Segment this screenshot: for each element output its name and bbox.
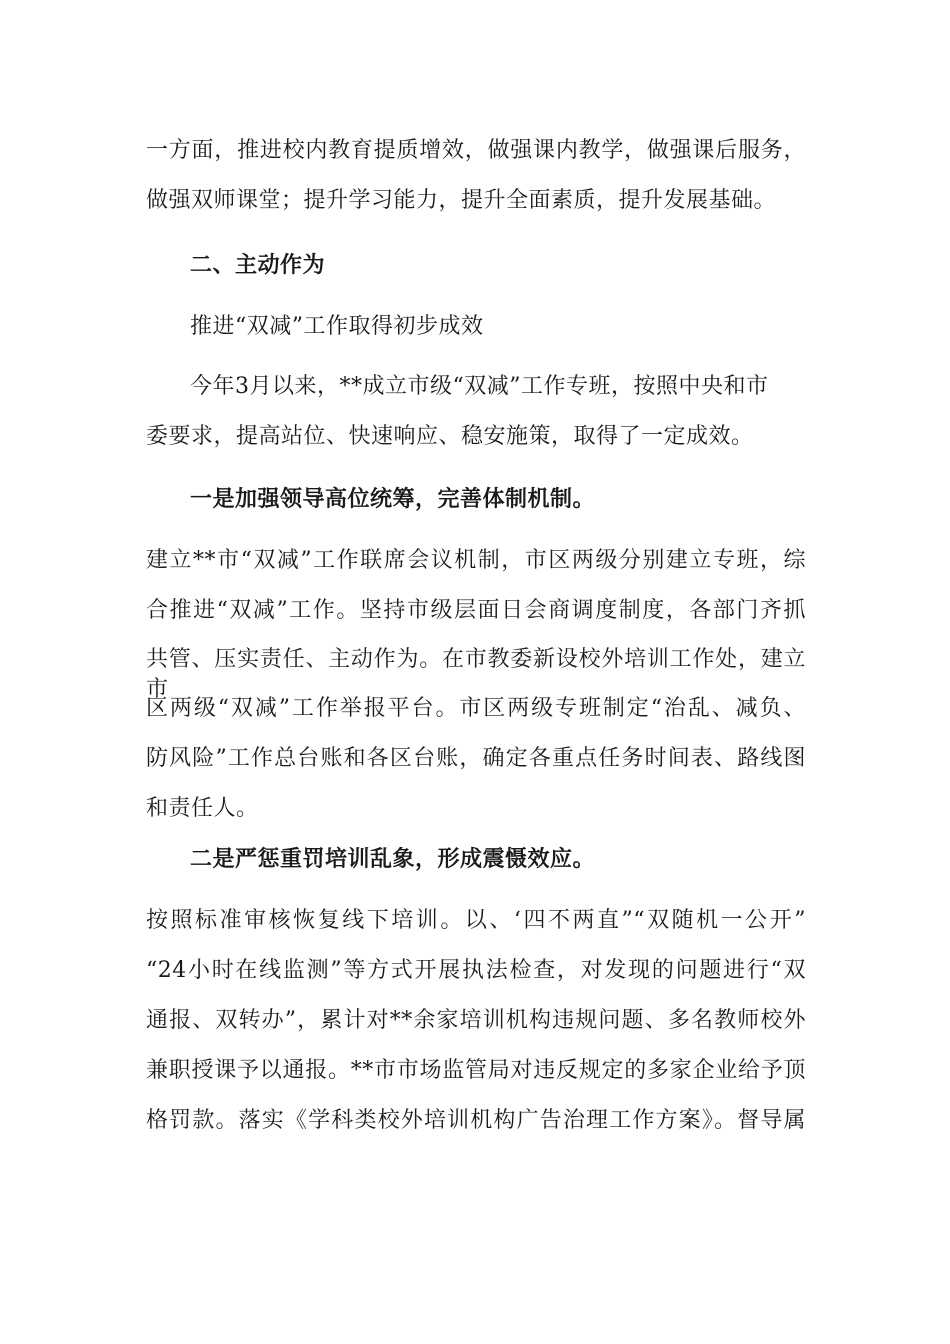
point1-line-5: 防风险”工作总台账和各区台账，确定各重点任务时间表、路线图 <box>146 746 806 771</box>
summary-line-2: 委要求，提高站位、快速响应、稳安施策，取得了一定成效。 <box>146 424 754 449</box>
point1-line-4: 区两级“双减”工作举报平台。市区两级专班制定“治乱、减负、 <box>146 696 806 721</box>
point2-line-2: “24小时在线监测”等方式开展执法检查，对发现的问题进行“双 <box>146 958 806 983</box>
intro-line-1: 一方面，推进校内教育提质增效，做强课内教学，做强课后服务， <box>146 138 806 163</box>
summary-line-1: 今年3月以来，**成立市级“双减”工作专班，按照中央和市 <box>190 374 769 399</box>
point2-heading: 二是严惩重罚培训乱象，形成震慑效应。 <box>190 846 596 872</box>
point2-line-4: 兼职授课予以通报。**市市场监管局对违反规定的多家企业给予顶 <box>146 1058 806 1083</box>
point1-heading: 一是加强领导高位统筹，完善体制机制。 <box>190 486 596 512</box>
point2-line-3: 通报、双转办”，累计对**余家培训机构违规问题、多名教师校外 <box>146 1008 806 1033</box>
point2-line-1: 按照标准审核恢复线下培训。以、‘四不两直”“双随机一公开” <box>146 908 806 933</box>
intro-line-2: 做强双师课堂；提升学习能力，提升全面素质，提升发展基础。 <box>146 188 777 213</box>
point1-line-1: 建立**市“双减”工作联席会议机制，市区两级分别建立专班，综 <box>146 548 806 573</box>
point2-line-5: 格罚款。落实《学科类校外培训机构广告治理工作方案》。督导属 <box>146 1108 806 1133</box>
section-heading: 二、主动作为 <box>190 252 326 278</box>
point1-line-6: 和责任人。 <box>146 796 259 821</box>
section-subtitle: 推进“双减”工作取得初步成效 <box>190 314 484 339</box>
point1-line-3: 共管、压实责任、主动作为。在市教委新设校外培训工作处，建立市 <box>146 647 806 702</box>
point1-line-2: 合推进“双减”工作。坚持市级层面日会商调度制度，各部门齐抓 <box>146 598 806 623</box>
